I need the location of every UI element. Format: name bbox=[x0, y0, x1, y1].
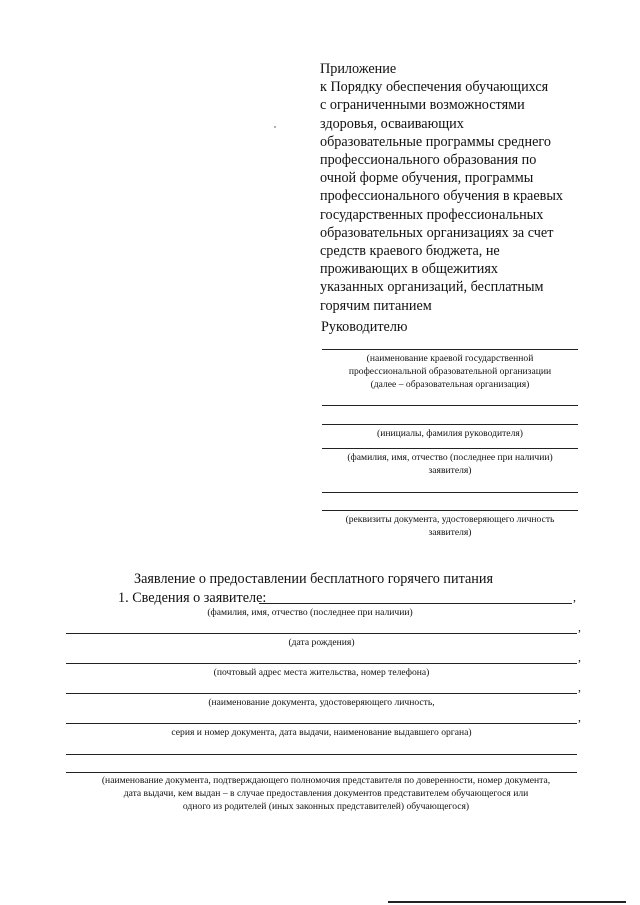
org-caption-line: (наименование краевой государственной bbox=[366, 353, 534, 364]
appendix-header bbox=[320, 60, 620, 315]
application-title: Заявление о предоставлении бесплатного горячего питания bbox=[134, 571, 493, 587]
comma: , bbox=[578, 620, 581, 634]
rep-doc-line-2[interactable] bbox=[66, 772, 577, 773]
applicant-caption-line: заявителя) bbox=[428, 465, 472, 476]
appendix-line: проживающих в общежитиях bbox=[320, 261, 498, 278]
address-line[interactable] bbox=[66, 663, 577, 664]
id-doc-line[interactable] bbox=[66, 693, 577, 694]
appendix-line: образовательных организациях за счет bbox=[320, 224, 554, 241]
appendix-line: профессионального обучения в краевых bbox=[320, 188, 563, 205]
org-caption-line: профессиональной образовательной организации bbox=[348, 366, 552, 377]
applicant-name-line[interactable] bbox=[322, 448, 578, 449]
rep-doc-caption bbox=[66, 774, 586, 813]
doc-caption bbox=[322, 513, 578, 539]
applicant-caption bbox=[322, 451, 578, 477]
rep-doc-caption-line: одного из родителей (иных законных представителей) обучающегося) bbox=[182, 801, 470, 812]
appendix-line: средств краевого бюджета, не bbox=[320, 243, 500, 260]
appendix-line: указанных организаций, бесплатным bbox=[320, 279, 544, 296]
fio-caption: (фамилия, имя, отчество (последнее при наличии) bbox=[207, 607, 413, 618]
address-caption: (почтовый адрес места жительства, номер телефона) bbox=[213, 667, 430, 678]
id-doc-caption: (наименование документа, удостоверяющего личность, bbox=[208, 697, 435, 708]
org-caption bbox=[322, 352, 578, 391]
comma: , bbox=[578, 710, 581, 724]
rep-doc-caption-line: (наименование документа, подтверждающего полномочия представителя по доверенности, номер документа, bbox=[101, 775, 551, 786]
org-caption-line: (далее – образовательная организация) bbox=[370, 379, 530, 390]
applicant-caption-line: (фамилия, имя, отчество (последнее при наличии) bbox=[347, 452, 553, 463]
appendix-line: Приложение bbox=[320, 61, 397, 77]
scan-speck bbox=[274, 126, 276, 128]
appendix-line: к Порядку обеспечения обучающихся bbox=[320, 79, 549, 96]
appendix-line: образовательные программы среднего bbox=[320, 133, 551, 150]
org-name-line[interactable] bbox=[322, 349, 578, 350]
birth-date-line[interactable] bbox=[66, 633, 577, 634]
rep-doc-line[interactable] bbox=[66, 754, 577, 755]
section-1-heading: 1. Сведения о заявителе: bbox=[118, 590, 267, 606]
comma: , bbox=[578, 680, 581, 694]
doc-details-line-2[interactable] bbox=[322, 510, 578, 511]
org-name-line-2[interactable] bbox=[322, 405, 578, 406]
birth-caption: (дата рождения) bbox=[288, 637, 355, 648]
appendix-line: государственных профессиональных bbox=[320, 206, 544, 223]
doc-caption-line: (реквизиты документа, удостоверяющего личность bbox=[345, 514, 555, 525]
appendix-line: с ограниченными возможностями bbox=[320, 97, 525, 114]
applicant-fio-line[interactable] bbox=[259, 603, 572, 604]
addressee-label: Руководителю bbox=[321, 319, 408, 335]
doc-details-line[interactable] bbox=[322, 492, 578, 493]
rep-doc-caption-line: дата выдачи, кем выдан – в случае предоставления документов представителем обучающегося или bbox=[123, 788, 529, 799]
appendix-line: горячим питанием bbox=[320, 297, 432, 314]
doc-caption-line: заявителя) bbox=[428, 527, 472, 538]
comma: , bbox=[573, 590, 576, 604]
appendix-line: профессионального образования по bbox=[320, 152, 537, 169]
head-caption: (инициалы, фамилия руководителя) bbox=[377, 428, 523, 439]
comma: , bbox=[578, 650, 581, 664]
id-series-line[interactable] bbox=[66, 723, 577, 724]
appendix-line: очной форме обучения, программы bbox=[320, 170, 534, 187]
head-name-line[interactable] bbox=[322, 424, 578, 425]
page-bottom-rule bbox=[388, 901, 626, 903]
id-series-caption: серия и номер документа, дата выдачи, наименование выдавшего органа) bbox=[171, 727, 472, 738]
appendix-line: здоровья, осваивающих bbox=[320, 115, 464, 132]
